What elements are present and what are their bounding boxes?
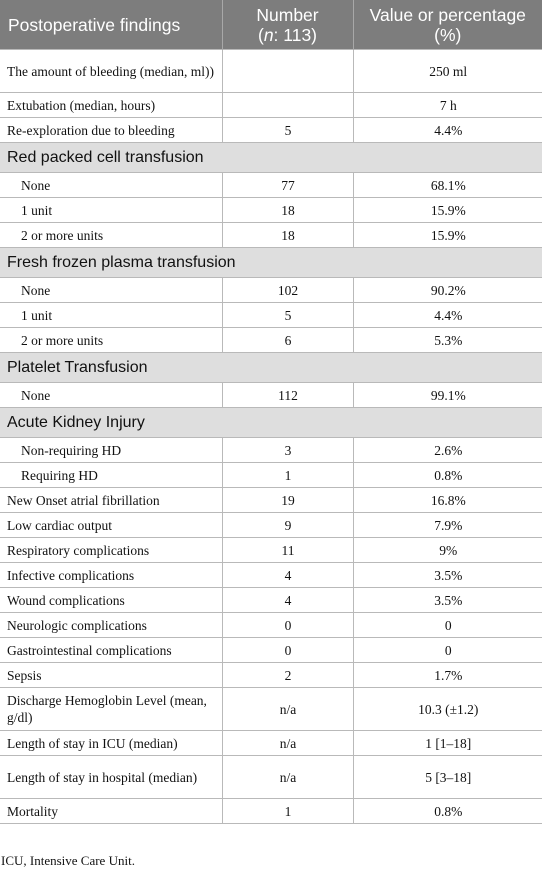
table-row: [0, 588, 542, 613]
row-value: 3.5%: [353, 563, 542, 588]
row-number: 5: [222, 303, 353, 328]
row-label: 2 or more units: [0, 328, 222, 353]
row-label: Gastrointestinal complications: [0, 638, 222, 663]
row-number: n/a: [222, 756, 353, 799]
row-label: Low cardiac output: [0, 513, 222, 538]
table-row: [0, 688, 542, 731]
row-value: 1 [1–18]: [353, 731, 542, 756]
row-value: 10.3 (±1.2): [353, 688, 542, 731]
row-number: n/a: [222, 688, 353, 731]
section-title: Red packed cell transfusion: [0, 143, 542, 173]
row-label: Re-exploration due to bleeding: [0, 118, 222, 143]
row-value: 250 ml: [353, 50, 542, 93]
row-number: 112: [222, 383, 353, 408]
row-number: [222, 93, 353, 118]
table-row: [0, 799, 542, 824]
row-value: 7.9%: [353, 513, 542, 538]
row-number: 3: [222, 438, 353, 463]
table-row: [0, 198, 542, 223]
table-row: [0, 538, 542, 563]
row-number: 19: [222, 488, 353, 513]
row-label: Length of stay in hospital (median): [0, 756, 222, 799]
row-number: [222, 50, 353, 93]
row-value: 99.1%: [353, 383, 542, 408]
table-row: [0, 731, 542, 756]
table-row: [0, 488, 542, 513]
row-number: 102: [222, 278, 353, 303]
row-label: None: [0, 383, 222, 408]
header-row: [0, 0, 542, 50]
row-label: The amount of bleeding (median, ml)): [0, 50, 222, 93]
row-label: None: [0, 173, 222, 198]
row-label: Requiring HD: [0, 463, 222, 488]
row-number: 0: [222, 613, 353, 638]
row-label: New Onset atrial fibrillation: [0, 488, 222, 513]
row-label: Length of stay in ICU (median): [0, 731, 222, 756]
row-value: 0: [353, 613, 542, 638]
row-label: Neurologic complications: [0, 613, 222, 638]
table-row: [0, 303, 542, 328]
row-value: 0.8%: [353, 799, 542, 824]
row-label: 1 unit: [0, 198, 222, 223]
table-row: [0, 223, 542, 248]
section-title: Acute Kidney Injury: [0, 408, 542, 438]
row-label: Mortality: [0, 799, 222, 824]
row-number: 4: [222, 588, 353, 613]
table-header: [0, 0, 542, 50]
row-label: Non-requiring HD: [0, 438, 222, 463]
row-value: 5 [3–18]: [353, 756, 542, 799]
header-number-label: Number: [256, 4, 319, 25]
row-label: Infective complications: [0, 563, 222, 588]
table-row: [0, 383, 542, 408]
row-number: 6: [222, 328, 353, 353]
row-value: 1.7%: [353, 663, 542, 688]
row-number: 1: [222, 799, 353, 824]
row-value: 16.8%: [353, 488, 542, 513]
row-number: 11: [222, 538, 353, 563]
section-row-fresh-frozen-plasma: [0, 248, 542, 278]
row-value: 15.9%: [353, 223, 542, 248]
table-row: [0, 756, 542, 799]
section-title: Fresh frozen plasma transfusion: [0, 248, 542, 278]
row-label: Discharge Hemoglobin Level (mean, g/dl): [0, 688, 222, 731]
table-row: [0, 613, 542, 638]
row-label: None: [0, 278, 222, 303]
row-label: Sepsis: [0, 663, 222, 688]
row-value: 9%: [353, 538, 542, 563]
table-row: [0, 328, 542, 353]
header-n-count: : 113): [273, 24, 317, 45]
header-findings: Postoperative findings: [0, 0, 222, 50]
row-label: Extubation (median, hours): [0, 93, 222, 118]
section-title: Platelet Transfusion: [0, 353, 542, 383]
row-value: 0: [353, 638, 542, 663]
row-label: Respiratory complications: [0, 538, 222, 563]
row-number: n/a: [222, 731, 353, 756]
header-n-symbol: n: [263, 24, 274, 45]
row-number: 18: [222, 198, 353, 223]
header-number: Number (n: 113): [222, 0, 353, 50]
row-value: 15.9%: [353, 198, 542, 223]
row-value: 68.1%: [353, 173, 542, 198]
table-footnote: ICU, Intensive Care Unit.: [1, 853, 135, 868]
table-row: [0, 118, 542, 143]
row-value: 0.8%: [353, 463, 542, 488]
row-value: 3.5%: [353, 588, 542, 613]
table-row: [0, 438, 542, 463]
row-label: Wound complications: [0, 588, 222, 613]
row-label: 1 unit: [0, 303, 222, 328]
row-value: 5.3%: [353, 328, 542, 353]
row-number: 4: [222, 563, 353, 588]
row-number: 18: [222, 223, 353, 248]
table-row: [0, 563, 542, 588]
table-row: [0, 663, 542, 688]
section-row-red-packed-cells: [0, 143, 542, 173]
table-row: [0, 50, 542, 93]
row-number: 9: [222, 513, 353, 538]
table-row: [0, 463, 542, 488]
section-row-platelet-transfusion: [0, 353, 542, 383]
table-row: [0, 173, 542, 198]
row-number: 1: [222, 463, 353, 488]
table-body: [0, 50, 542, 824]
row-number: 77: [222, 173, 353, 198]
row-number: 5: [222, 118, 353, 143]
section-row-acute-kidney-injury: [0, 408, 542, 438]
row-number: 2: [222, 663, 353, 688]
row-value: 90.2%: [353, 278, 542, 303]
row-value: 4.4%: [353, 303, 542, 328]
row-label: 2 or more units: [0, 223, 222, 248]
row-value: 7 h: [353, 93, 542, 118]
table-row: [0, 93, 542, 118]
row-number: 0: [222, 638, 353, 663]
row-value: 4.4%: [353, 118, 542, 143]
table-row: [0, 638, 542, 663]
table-row: [0, 513, 542, 538]
table-row: [0, 278, 542, 303]
row-value: 2.6%: [353, 438, 542, 463]
header-value: Value or percentage (%): [353, 0, 542, 50]
